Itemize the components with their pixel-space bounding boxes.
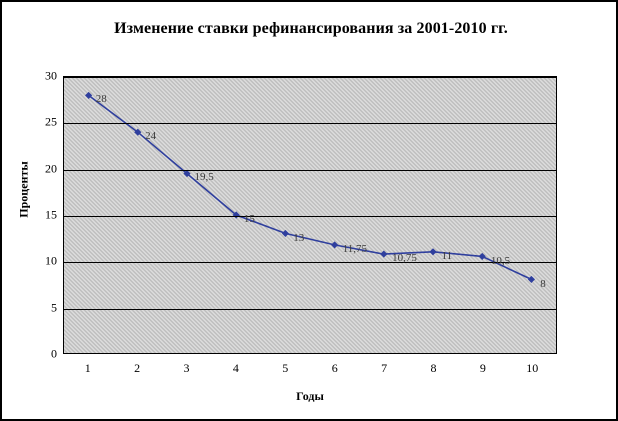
x-tick-label: 9 (479, 361, 486, 375)
plot-area (63, 76, 557, 354)
data-point-label: 10,75 (392, 252, 417, 265)
x-tick-label: 3 (183, 361, 190, 375)
data-point-label: 11,75 (342, 243, 368, 256)
data-point-label: 15 (243, 213, 255, 225)
data-point-label: 13 (293, 231, 305, 244)
x-tick-label: 10 (526, 361, 539, 375)
x-tick-label: 5 (282, 361, 289, 375)
y-tick-label: 20 (45, 161, 57, 176)
x-tick-label: 8 (430, 361, 437, 375)
data-point-label: 19,5 (194, 171, 214, 184)
data-point-label: 11 (441, 250, 453, 263)
gridline (64, 216, 556, 217)
gridline (64, 77, 556, 78)
gridline (64, 170, 556, 171)
y-tick-label: 5 (51, 300, 57, 315)
data-series-line (64, 77, 556, 353)
y-tick-label: 10 (45, 253, 57, 268)
x-tick-label: 2 (134, 361, 141, 375)
x-axis-tick-labels (63, 361, 557, 377)
y-axis-title: Проценты (16, 161, 31, 218)
data-point-label: 28 (95, 92, 107, 105)
gridline (64, 309, 556, 310)
y-tick-label: 30 (45, 68, 57, 83)
x-tick-label: 7 (381, 361, 388, 375)
x-tick-label: 4 (232, 361, 239, 375)
data-point-label: 24 (145, 129, 157, 142)
x-axis-title: Годы (296, 389, 324, 403)
y-tick-label: 0 (51, 346, 57, 361)
gridline (64, 262, 556, 263)
y-tick-label: 25 (45, 114, 57, 129)
data-point-label: 8 (540, 277, 546, 290)
chart-title: Изменение ставки рефинансирования за 2001-2010 гг. (114, 20, 508, 37)
data-point-label: 10,5 (490, 254, 511, 267)
y-axis-tick-labels (24, 68, 57, 361)
gridline (64, 123, 556, 124)
x-tick-label: 1 (84, 361, 91, 375)
y-tick-label: 15 (45, 207, 57, 222)
x-tick-label: 6 (331, 361, 338, 375)
